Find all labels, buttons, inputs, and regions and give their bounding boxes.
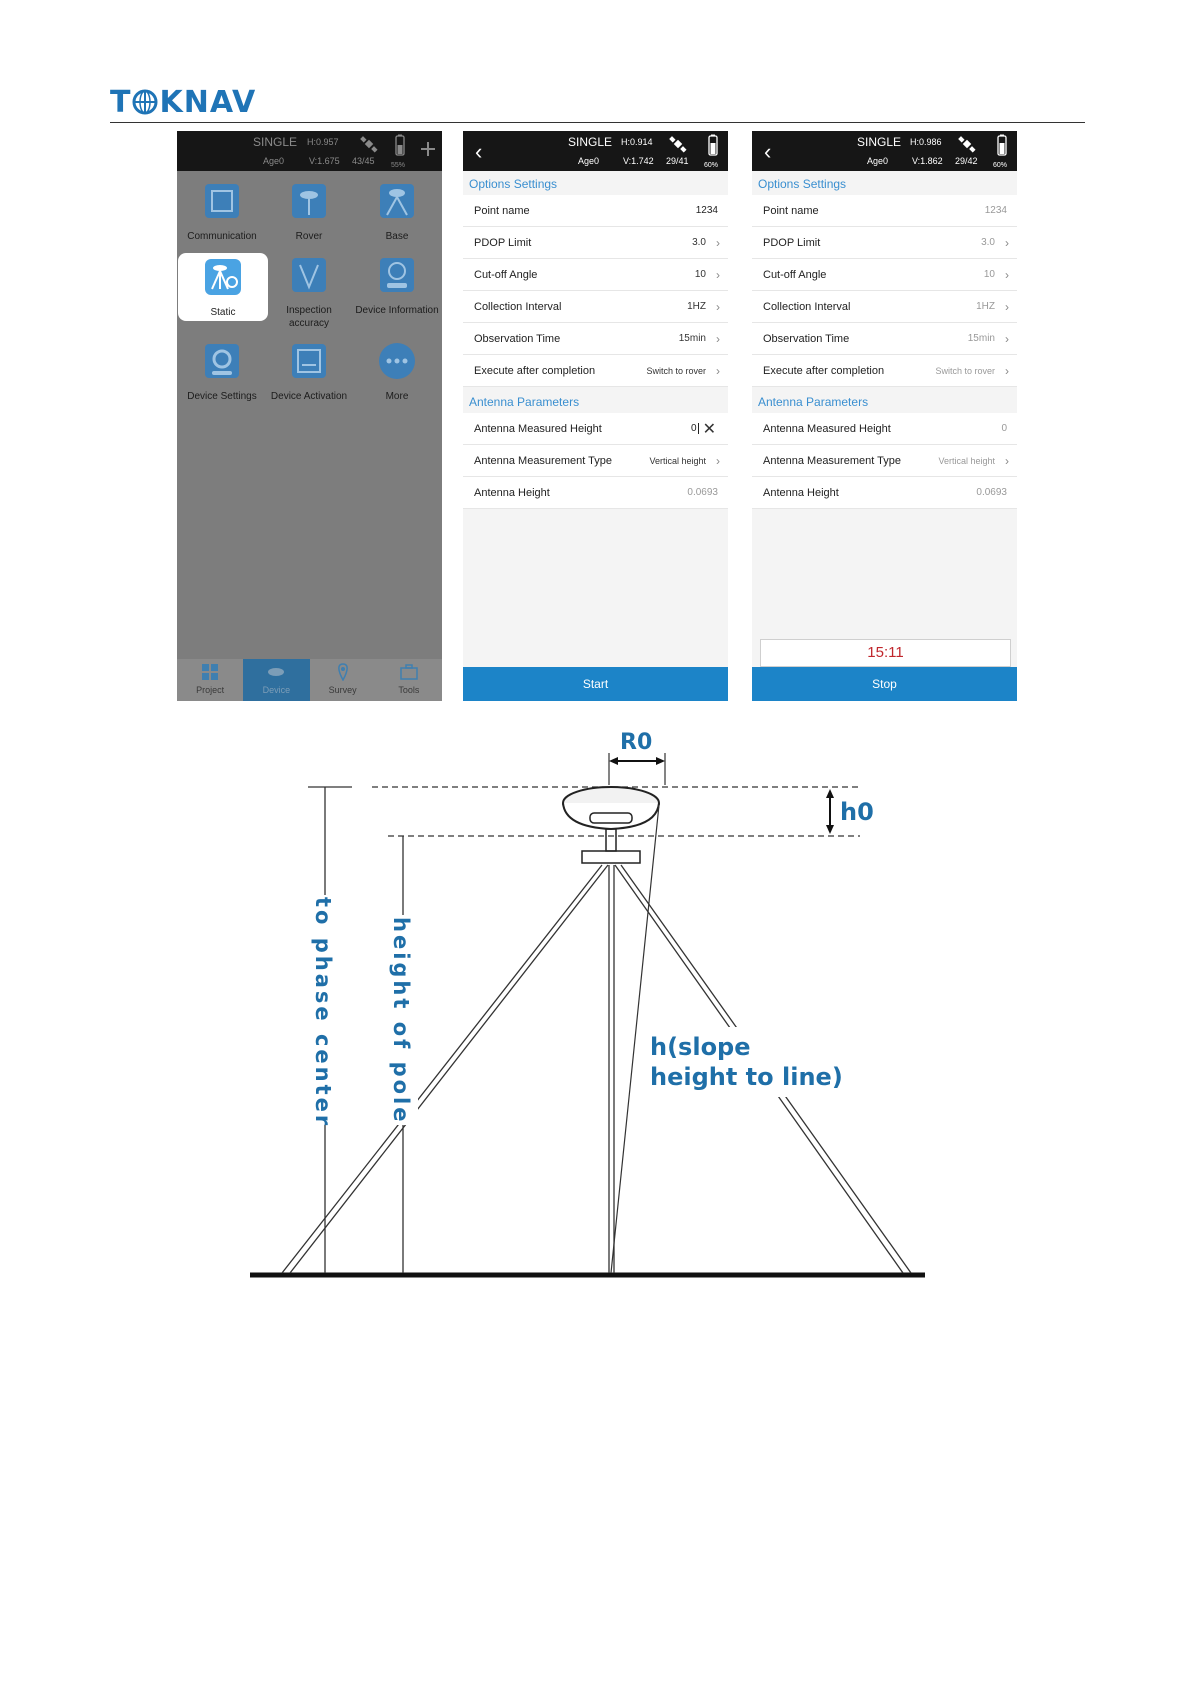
communication-icon [202,181,242,221]
cutoff-angle-row[interactable] [463,259,728,291]
row-value: 0 [691,423,697,434]
r0-arrowhead-left [609,757,618,765]
status-bar [752,131,1017,171]
status-bar [463,131,728,171]
age-value: Age0 [578,156,600,166]
back-arrow-icon[interactable]: ‹ [764,139,772,164]
header-divider [110,122,1085,123]
age-value: Age0 [867,156,889,166]
tile-label: Device Activation [270,391,348,402]
tribrach-plate [582,851,640,863]
chevron-right-icon: › [716,363,720,378]
point-name-field [752,195,1017,227]
toknav-logo: T KNAV [110,84,257,120]
connector [606,829,616,851]
row-label: Collection Interval [763,300,851,313]
more-icon [377,341,417,381]
inspection-icon [289,255,329,295]
tile-device-settings[interactable] [179,341,265,411]
execute-after-completion-row[interactable] [463,355,728,387]
tab-project[interactable] [177,659,243,701]
v-precision: V:1.742 [623,156,654,166]
row-label: Antenna Measurement Type [763,454,901,467]
device-activation-icon [289,341,329,381]
age-value: Age0 [263,156,285,166]
battery-percent: 55% [391,162,406,169]
base-icon [377,181,417,221]
execute-after-completion-row [752,355,1017,387]
row-value: 0.0693 [976,487,1007,498]
h0-label: h0 [840,798,874,826]
row-label: Cut-off Angle [763,268,827,281]
r0-label: R0 [620,730,653,755]
chevron-right-icon: › [716,235,720,250]
observation-time-row[interactable] [463,323,728,355]
cutoff-angle-row [752,259,1017,291]
satellite-icon [668,134,688,154]
chevron-right-icon: › [716,267,720,282]
row-value: 1234 [984,205,1007,216]
clear-icon[interactable]: ✕ [702,420,716,438]
row-value: 0 [1001,423,1007,434]
h0-arrowhead-bottom [826,825,834,834]
row-label: Point name [474,204,530,217]
tile-label: Inspection accuracy [286,305,332,329]
options-settings-title: Options Settings [758,177,847,191]
row-label: Antenna Measured Height [474,422,602,435]
battery-percent: 60% [704,162,719,169]
chevron-right-icon: › [716,453,720,468]
chevron-right-icon: › [716,299,720,314]
satellite-count: 29/42 [955,156,978,166]
phase-center-label: to phase center [311,897,335,1129]
tile-communication[interactable] [179,181,265,251]
r0-arrowhead-right [656,757,665,765]
antenna-height-diagram [240,725,940,1305]
add-icon[interactable] [418,139,438,159]
row-label: Execute after completion [763,364,885,377]
row-label: Cut-off Angle [474,268,538,281]
row-label: Antenna Height [474,486,550,499]
row-label: Observation Time [474,332,561,345]
h0-arrowhead-top [826,789,834,798]
back-arrow-icon[interactable]: ‹ [475,139,483,164]
rover-icon [289,181,329,221]
satellite-icon [957,134,977,154]
antenna-measured-height-field [752,413,1017,445]
survey-icon [334,663,352,681]
tab-label: Device [262,685,291,695]
row-value: 10 [694,269,706,280]
tab-label: Tools [398,685,420,695]
row-value: 15min [678,333,706,344]
row-label: Collection Interval [474,300,562,313]
pole-height-label: height of pole [389,917,413,1125]
row-value: 3.0 [692,237,706,248]
antenna-measurement-type-row[interactable] [463,445,728,477]
tile-device-activation[interactable] [266,341,352,411]
satellite-count: 43/45 [352,156,375,166]
v-precision: V:1.675 [309,156,340,166]
row-value: Vertical height [938,455,995,466]
device-settings-icon [202,341,242,381]
row-value: 1234 [695,205,718,216]
row-label: PDOP Limit [474,236,532,249]
observation-time-row [752,323,1017,355]
start-button[interactable]: Start [463,667,728,701]
chevron-right-icon: › [1005,331,1009,346]
tile-label: Rover [295,231,323,242]
row-value: 0.0693 [687,487,718,498]
chevron-right-icon: › [1005,453,1009,468]
stop-button[interactable]: Stop [752,667,1017,701]
row-value: Switch to rover [646,365,706,376]
chevron-right-icon: › [1005,299,1009,314]
h-precision: H:0.957 [307,137,339,147]
tile-static[interactable] [178,253,268,321]
tile-label: Communication [187,231,257,242]
row-value: 3.0 [981,237,995,248]
antenna-measurement-type-row [752,445,1017,477]
antenna-height-row [752,477,1017,509]
tab-tools[interactable] [376,659,442,701]
battery-icon [395,134,405,156]
antenna-body [563,803,659,829]
tile-label: Base [385,231,409,242]
row-label: Observation Time [763,332,850,345]
status-bar [177,131,442,171]
device-icon [267,663,285,681]
row-label: PDOP Limit [763,236,821,249]
row-label: Antenna Height [763,486,839,499]
satellite-icon [359,134,379,154]
row-value: Switch to rover [935,365,995,376]
row-value: 15min [967,333,995,344]
tile-base[interactable] [354,181,440,251]
tile-label: Static [210,307,236,318]
tab-device[interactable] [243,659,309,701]
static-settings-screen [463,131,728,701]
antenna-parameters-title: Antenna Parameters [469,395,580,409]
solution-mode: SINGLE [568,135,613,149]
chevron-right-icon: › [1005,235,1009,250]
globe-icon [132,89,158,115]
tab-label: Survey [328,685,357,695]
satellite-count: 29/41 [666,156,689,166]
tile-label: Device Settings [187,391,257,402]
antenna-measured-height-field[interactable] [463,413,728,445]
tab-survey[interactable] [310,659,376,701]
tile-device-information[interactable] [354,255,440,325]
collection-interval-row[interactable] [463,291,728,323]
tile-rover[interactable] [266,181,352,251]
tile-more[interactable] [354,341,440,411]
collection-interval-row [752,291,1017,323]
tools-icon [400,663,418,681]
antenna-parameters-title: Antenna Parameters [758,395,869,409]
static-icon [203,257,243,297]
row-value: Vertical height [649,455,706,466]
slope-label-line1: h(slope [650,1033,751,1061]
battery-icon [708,134,718,156]
slope-label-line2: height to line) [650,1063,843,1091]
countdown-timer: 15:11 [760,639,1011,667]
solution-mode: SINGLE [253,135,298,149]
row-label: Execute after completion [474,364,596,377]
row-label: Point name [763,204,819,217]
h-precision: H:0.914 [621,137,653,147]
pdop-limit-row[interactable] [463,227,728,259]
tile-label: More [385,391,409,402]
tile-label: Device Information [355,305,439,316]
project-icon [201,663,219,681]
row-value: 1HZ [687,301,706,312]
chevron-right-icon: › [1005,267,1009,282]
pdop-limit-row [752,227,1017,259]
h-precision: H:0.986 [910,137,942,147]
battery-percent: 60% [993,162,1008,169]
bottom-tab-bar [177,659,442,701]
point-name-field[interactable] [463,195,728,227]
solution-mode: SINGLE [857,135,902,149]
device-menu-screen [177,131,442,701]
device-info-icon [377,255,417,295]
battery-icon [997,134,1007,156]
tile-inspection-accuracy[interactable] [266,255,352,329]
row-value: 1HZ [976,301,995,312]
static-running-screen [752,131,1017,701]
chevron-right-icon: › [1005,363,1009,378]
row-label: Antenna Measured Height [763,422,891,435]
row-label: Antenna Measurement Type [474,454,612,467]
row-value: 10 [983,269,995,280]
options-settings-title: Options Settings [469,177,558,191]
tab-label: Project [196,685,225,695]
chevron-right-icon: › [716,331,720,346]
antenna-height-row [463,477,728,509]
v-precision: V:1.862 [912,156,943,166]
